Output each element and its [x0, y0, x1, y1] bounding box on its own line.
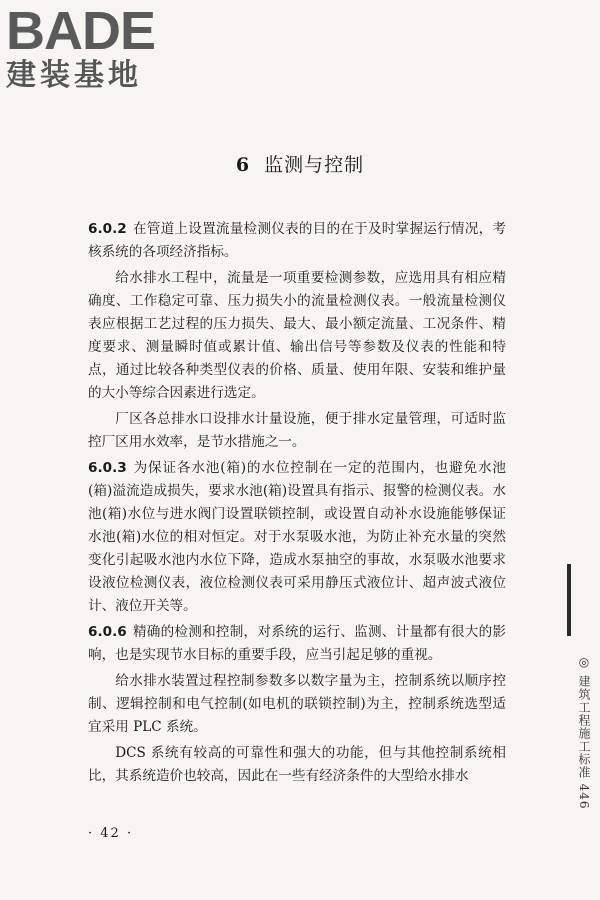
paragraph	[88, 742, 506, 788]
chapter-number: 6	[235, 154, 251, 176]
clause-number: 6.0.6	[88, 624, 127, 640]
clause-number: 6.0.3	[88, 460, 127, 476]
paragraph	[88, 457, 506, 618]
clause-number: 6.0.2	[88, 221, 127, 237]
paragraph	[88, 670, 506, 739]
logo	[6, 4, 176, 94]
paragraph-text: 为保证各水池(箱)的水位控制在一定的范围内，也避免水池(箱)溢流造成损失，要求水池(箱)设置具有指示、报警的检测仪表。水池(箱)水位与进水阀门设置联锁控制，或设置自动补水设施能够保证水池(箱)水位的相对恒定。对于水泵吸水池，为防止补充水量的突然变化引起吸水池内水位下降，造成水泵抽空的事故，水泵吸水池要求设液位检测仪表，液位检测仪表可采用静压式液位计、超声波式液位计、液位开关等。	[88, 460, 506, 614]
paragraph	[88, 408, 506, 454]
side-caption: ◎ 建筑工程施工标准 446	[577, 655, 591, 810]
paragraph	[88, 621, 506, 667]
body-text	[88, 218, 506, 791]
side-marker	[567, 564, 571, 636]
paragraph-text: 厂区各总排水口设排水计量设施，便于排水定量管理，可适时监控厂区用水效率，是节水措施之一。	[88, 411, 506, 450]
logo-mark: BADE	[6, 4, 156, 58]
paragraph-text: 在管道上设置流量检测仪表的目的在于及时掌握运行情况，考核系统的各项经济指标。	[88, 221, 506, 260]
paragraph-text: 给水排水工程中，流量是一项重要检测参数，应选用具有相应精确度、工作稳定可靠、压力损失小的流量检测仪表。一般流量检测仪表应根据工艺过程的压力损失、最大、最小额定流量、工况条件、精度要求、测量瞬时值或累计值、输出信号等参数及仪表的性能和特点，通过比较各种类型仪表的价格、质量、使用年限、安装和维护量的大小等综合因素进行选定。	[88, 270, 506, 401]
logo-subtitle: 建装基地	[6, 58, 142, 93]
paragraph	[88, 267, 506, 405]
paragraph-text: 精确的检测和控制，对系统的运行、监测、计量都有很大的影响，也是实现节水目标的重要手段，应当引起足够的重视。	[88, 624, 506, 663]
paragraph-text: 给水排水装置过程控制参数多以数字量为主，控制系统以顺序控制、逻辑控制和电气控制(如电机的联锁控制)为主，控制系统选型适宜采用 PLC 系统。	[88, 673, 506, 735]
paragraph	[88, 218, 506, 264]
chapter-heading: 监测与控制	[264, 154, 365, 176]
chapter-title	[0, 150, 600, 177]
page-number: · 42 ·	[88, 826, 134, 841]
paragraph-text: DCS 系统有较高的可靠性和强大的功能，但与其他控制系统相比，其系统造价也较高，因此在一些有经济条件的大型给水排水	[88, 745, 506, 784]
